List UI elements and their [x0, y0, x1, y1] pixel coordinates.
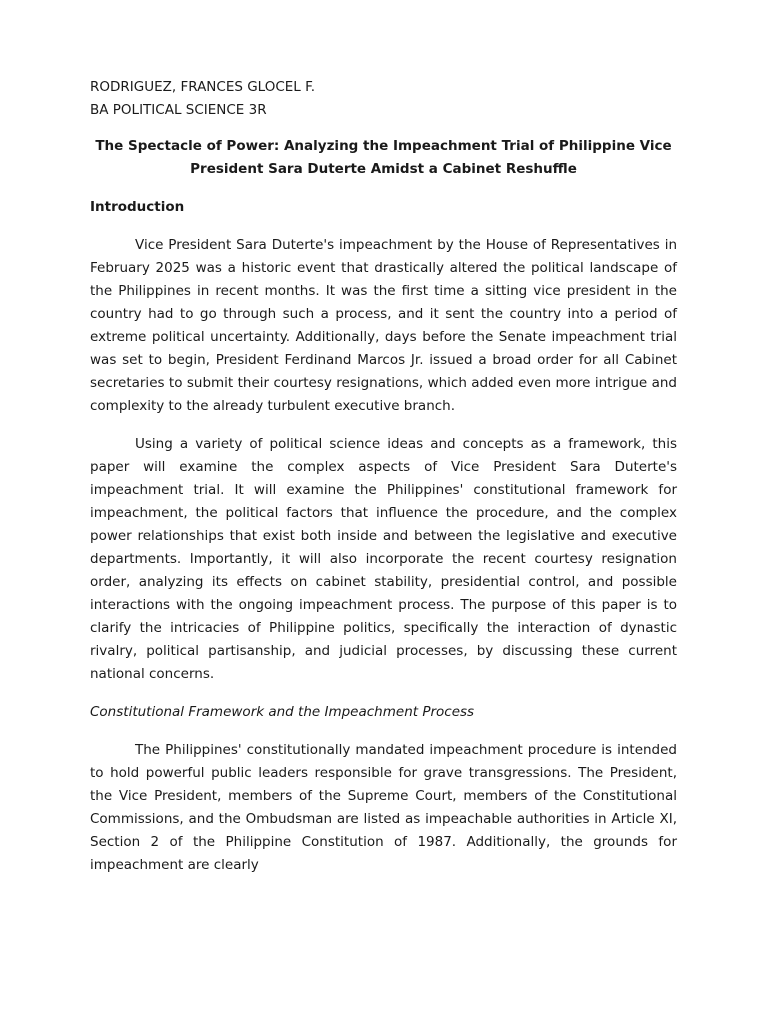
author-name: RODRIGUEZ, FRANCES GLOCEL F.: [90, 79, 315, 95]
introduction-paragraph-1: Vice President Sara Duterte's impeachment by the House of Representatives in February 2025 was a historic event that drastically altered the political landscape of the Philippines in recent months. It was the first time a sitting vice president in the country had to go through such a process, and it sent the country into a period of extreme political uncertainty. Additionally, days before the Senate impeachment trial was set to begin, President Ferdinand Marcos Jr. issued a broad order for all Cabinet secretaries to submit their courtesy resignations, which added even more intrigue and complexity to the already turbulent executive branch.: [90, 237, 677, 414]
course-section: BA POLITICAL SCIENCE 3R: [90, 102, 267, 118]
document-page: [90, 76, 677, 877]
paper-title: The Spectacle of Power: Analyzing the Impeachment Trial of Philippine Vice President Sara Duterte Amidst a Cabinet Reshuffle: [95, 138, 672, 177]
introduction-heading: Introduction: [90, 199, 185, 215]
constitutional-framework-heading: Constitutional Framework and the Impeachment Process: [90, 704, 475, 720]
introduction-paragraph-2: Using a variety of political science ideas and concepts as a framework, this paper will examine the complex aspects of Vice President Sara Duterte's impeachment trial. It will examine the Philippines' constitutional framework for impeachment, the political factors that influence the procedure, and the complex power relationships that exist both inside and between the legislative and executive departments. Importantly, it will also incorporate the recent courtesy resignation order, analyzing its effects on cabinet stability, presidential control, and possible interactions with the ongoing impeachment process. The purpose of this paper is to clarify the intricacies of Philippine politics, specifically the interaction of dynastic rivalry, political partisanship, and judicial processes, by discussing these current national concerns.: [90, 436, 677, 682]
constitutional-paragraph-1: The Philippines' constitutionally mandated impeachment procedure is intended to hold powerful public leaders responsible for grave transgressions. The President, the Vice President, members of the Supreme Court, members of the Constitutional Commissions, and the Ombudsman are listed as impeachable authorities in Article XI, Section 2 of the Philippine Constitution of 1987. Additionally, the grounds for impeachment are clearly: [90, 742, 677, 873]
